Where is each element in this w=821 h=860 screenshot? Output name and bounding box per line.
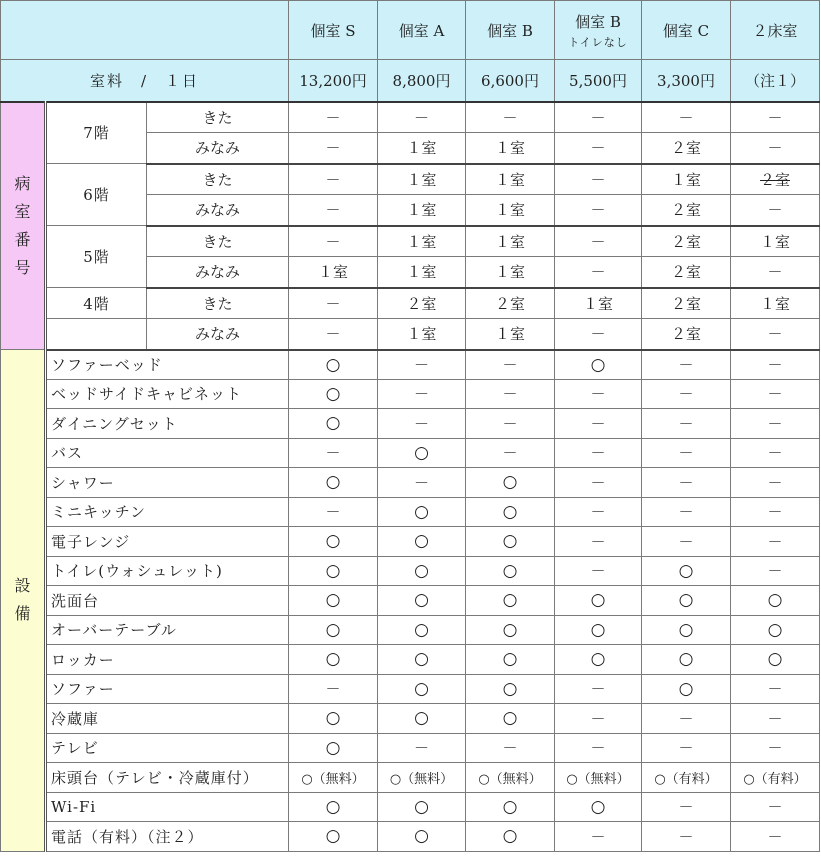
equipment-cell: － <box>289 438 378 468</box>
equipment-cell: － <box>731 556 820 586</box>
equipment-cell: － <box>731 704 820 734</box>
room-count-cell: ２室 <box>642 288 731 319</box>
equipment-cell: － <box>642 733 731 763</box>
floor-label: 6階 <box>46 164 147 226</box>
room-count-cell: ２室 <box>642 195 731 226</box>
room-count-cell: － <box>731 195 820 226</box>
room-count-cell: １室 <box>466 195 555 226</box>
equipment-name: ダイニングセット <box>46 409 289 439</box>
equipment-cell: － <box>466 733 555 763</box>
equipment-cell: － <box>555 468 642 498</box>
room-row <box>1 288 820 319</box>
equipment-cell: － <box>642 792 731 822</box>
room-row <box>1 102 820 133</box>
equipment-cell: － <box>731 822 820 852</box>
equipment-cell: － <box>378 379 466 409</box>
col-title: 個室 S <box>310 21 356 40</box>
room-count-cell: ２室 <box>642 319 731 350</box>
header-row <box>1 1 820 60</box>
col-header-a <box>378 1 466 60</box>
equipment-cell: ○ <box>378 556 466 586</box>
equipment-cell: ○ <box>378 586 466 616</box>
equipment-cell: － <box>642 438 731 468</box>
equipment-cell: － <box>555 704 642 734</box>
equipment-cell: ○ <box>289 704 378 734</box>
room-count-cell: － <box>555 319 642 350</box>
equipment-cell: － <box>466 379 555 409</box>
equipment-cell: － <box>642 527 731 557</box>
equipment-cell: － <box>466 438 555 468</box>
wing-label: きた <box>147 164 289 195</box>
equipment-name: 洗面台 <box>46 586 289 616</box>
equipment-cell: ○ <box>289 379 378 409</box>
col-title: 個室 B <box>487 21 533 40</box>
equipment-cell: － <box>731 468 820 498</box>
wing-label: きた <box>147 226 289 257</box>
room-row <box>1 164 820 195</box>
room-count-cell: － <box>289 102 378 133</box>
col-header-b <box>466 1 555 60</box>
equipment-row <box>1 497 820 527</box>
equipment-cell: ○ <box>466 674 555 704</box>
equipment-cell: － <box>555 733 642 763</box>
equipment-name: バス <box>46 438 289 468</box>
equipment-cell: ○ <box>378 822 466 852</box>
equipment-row <box>1 733 820 763</box>
equipment-row <box>1 674 820 704</box>
room-count-cell: １室 <box>466 257 555 288</box>
room-row <box>1 226 820 257</box>
equipment-row <box>1 409 820 439</box>
equipment-cell: ○ <box>555 586 642 616</box>
room-count-cell: １室 <box>378 319 466 350</box>
equipment-cell: ○（有料） <box>731 763 820 793</box>
room-count-cell: ２室 <box>731 164 820 195</box>
room-count-cell: １室 <box>466 226 555 257</box>
equipment-cell: ○（無料） <box>466 763 555 793</box>
equipment-cell: ○ <box>642 586 731 616</box>
room-count-cell: － <box>555 164 642 195</box>
equipment-cell: ○ <box>466 704 555 734</box>
equipment-cell: ○ <box>466 792 555 822</box>
floor-label: 5階 <box>46 226 147 288</box>
room-count-cell: － <box>555 257 642 288</box>
equipment-cell: ○ <box>466 586 555 616</box>
equipment-cell: ○ <box>289 350 378 380</box>
room-count-cell: １室 <box>378 164 466 195</box>
room-count-cell: － <box>555 102 642 133</box>
equipment-cell: ○ <box>378 645 466 675</box>
equipment-cell: ○ <box>378 438 466 468</box>
equipment-cell: － <box>731 792 820 822</box>
equipment-name: 床頭台（テレビ・冷蔵庫付） <box>46 763 289 793</box>
equipment-name: ベッドサイドキャビネット <box>46 379 289 409</box>
equipment-row <box>1 556 820 586</box>
price-cell: 5,500円 <box>555 60 642 102</box>
equipment-section-label: 設 備 <box>1 350 46 852</box>
wing-label: きた <box>147 288 289 319</box>
equipment-cell: ○ <box>289 527 378 557</box>
room-count-cell: １室 <box>466 319 555 350</box>
equipment-name: トイレ(ウォシュレット) <box>46 556 289 586</box>
room-count-cell: － <box>289 319 378 350</box>
wing-label: みなみ <box>147 133 289 164</box>
equipment-cell: ○ <box>289 733 378 763</box>
equipment-name: 電話（有料）（注２） <box>46 822 289 852</box>
equipment-cell: － <box>642 497 731 527</box>
room-count-cell: － <box>289 226 378 257</box>
price-cell: 3,300円 <box>642 60 731 102</box>
equipment-cell: － <box>642 409 731 439</box>
equipment-cell: － <box>642 468 731 498</box>
room-count-cell: ２室 <box>642 133 731 164</box>
col-header-two-bed <box>731 1 820 60</box>
equipment-cell: ○ <box>466 497 555 527</box>
room-count-cell: ２室 <box>378 288 466 319</box>
room-count-cell: １室 <box>555 288 642 319</box>
equipment-row <box>1 704 820 734</box>
equipment-cell: ○ <box>378 674 466 704</box>
room-count-cell: － <box>555 226 642 257</box>
equipment-cell: － <box>555 379 642 409</box>
room-count-cell: － <box>289 164 378 195</box>
equipment-cell: － <box>731 733 820 763</box>
room-count-cell: １室 <box>289 257 378 288</box>
room-count-cell: － <box>289 288 378 319</box>
equipment-cell: － <box>289 497 378 527</box>
equipment-cell: － <box>378 350 466 380</box>
equipment-cell: ○ <box>289 615 378 645</box>
equipment-name: Wi-Fi <box>46 792 289 822</box>
equipment-row <box>1 586 820 616</box>
equipment-cell: ○ <box>378 704 466 734</box>
equipment-cell: － <box>555 674 642 704</box>
floor-label <box>46 319 147 350</box>
equipment-cell: － <box>642 379 731 409</box>
equipment-cell: － <box>289 674 378 704</box>
equipment-cell: － <box>731 527 820 557</box>
equipment-cell: ○ <box>466 822 555 852</box>
equipment-cell: ○ <box>642 645 731 675</box>
equipment-cell: － <box>378 733 466 763</box>
equipment-cell: ○ <box>731 586 820 616</box>
equipment-cell: ○ <box>289 792 378 822</box>
equipment-cell: ○ <box>731 615 820 645</box>
equipment-cell: － <box>466 350 555 380</box>
room-count-cell: － <box>731 102 820 133</box>
equipment-cell: ○ <box>731 645 820 675</box>
equipment-cell: ○ <box>466 556 555 586</box>
room-count-cell: １室 <box>378 195 466 226</box>
price-cell: 13,200円 <box>289 60 378 102</box>
price-row <box>1 60 820 102</box>
equipment-cell: ○（無料） <box>555 763 642 793</box>
equipment-cell: － <box>555 438 642 468</box>
equipment-cell: － <box>555 822 642 852</box>
equipment-row <box>1 792 820 822</box>
room-count-cell: － <box>731 319 820 350</box>
col-header-c <box>642 1 731 60</box>
equipment-row <box>1 822 820 852</box>
price-cell: 8,800円 <box>378 60 466 102</box>
equipment-name: ソファー <box>46 674 289 704</box>
equipment-cell: － <box>731 350 820 380</box>
price-cell: （注１） <box>731 60 820 102</box>
equipment-cell: － <box>555 497 642 527</box>
equipment-cell: ○ <box>378 792 466 822</box>
equipment-cell: ○ <box>378 615 466 645</box>
room-count-cell: － <box>555 133 642 164</box>
equipment-row <box>1 645 820 675</box>
equipment-row <box>1 615 820 645</box>
equipment-cell: ○ <box>555 792 642 822</box>
equipment-cell: － <box>642 704 731 734</box>
col-header-b-no-toilet <box>555 1 642 60</box>
col-header-s <box>289 1 378 60</box>
equipment-name: ソファーベッド <box>46 350 289 380</box>
equipment-cell: － <box>731 438 820 468</box>
col-title: ２床室 <box>752 21 798 40</box>
equipment-cell: － <box>555 556 642 586</box>
equipment-cell: － <box>555 409 642 439</box>
equipment-name: テレビ <box>46 733 289 763</box>
floor-label: 4階 <box>46 288 147 319</box>
equipment-cell: ○（無料） <box>378 763 466 793</box>
room-count-cell: １室 <box>378 226 466 257</box>
equipment-cell: ○ <box>378 527 466 557</box>
equipment-cell: ○ <box>289 586 378 616</box>
room-count-cell: １室 <box>378 133 466 164</box>
room-count-cell: － <box>289 195 378 226</box>
equipment-cell: － <box>378 468 466 498</box>
equipment-cell: ○ <box>466 527 555 557</box>
equipment-row <box>1 527 820 557</box>
equipment-cell: － <box>731 409 820 439</box>
equipment-cell: ○ <box>289 468 378 498</box>
equipment-cell: － <box>642 822 731 852</box>
equipment-row <box>1 438 820 468</box>
equipment-cell: ○ <box>555 350 642 380</box>
equipment-cell: ○ <box>289 556 378 586</box>
col-title: 個室 C <box>662 21 710 40</box>
equipment-cell: ○ <box>466 615 555 645</box>
room-count-cell: － <box>731 133 820 164</box>
equipment-cell: ○ <box>555 615 642 645</box>
equipment-cell: ○ <box>642 674 731 704</box>
wing-label: みなみ <box>147 257 289 288</box>
equipment-cell: － <box>731 674 820 704</box>
room-count-cell: １室 <box>466 133 555 164</box>
equipment-name: オーバーテーブル <box>46 615 289 645</box>
equipment-name: シャワー <box>46 468 289 498</box>
wing-label: みなみ <box>147 195 289 226</box>
equipment-name: 冷蔵庫 <box>46 704 289 734</box>
room-count-cell: ２室 <box>466 288 555 319</box>
equipment-name: ロッカー <box>46 645 289 675</box>
room-count-cell: － <box>642 102 731 133</box>
room-count-cell: １室 <box>731 288 820 319</box>
equipment-name: ミニキッチン <box>46 497 289 527</box>
equipment-row <box>1 468 820 498</box>
equipment-cell: ○ <box>642 556 731 586</box>
price-label: 室料 / １日 <box>1 60 289 102</box>
header-corner <box>1 1 289 60</box>
equipment-cell: － <box>555 527 642 557</box>
wing-label: みなみ <box>147 319 289 350</box>
equipment-row <box>1 379 820 409</box>
room-count-cell: １室 <box>731 226 820 257</box>
room-count-cell: １室 <box>378 257 466 288</box>
room-count-cell: ２室 <box>642 226 731 257</box>
equipment-cell: － <box>642 350 731 380</box>
room-count-cell: － <box>731 257 820 288</box>
equipment-cell: － <box>731 497 820 527</box>
equipment-cell: ○ <box>289 409 378 439</box>
equipment-name: 電子レンジ <box>46 527 289 557</box>
col-title: 個室 A <box>398 21 445 40</box>
equipment-cell: ○（有料） <box>642 763 731 793</box>
floor-label: 7階 <box>46 102 147 164</box>
equipment-row <box>1 763 820 793</box>
equipment-row <box>1 350 820 380</box>
equipment-cell: ○ <box>466 468 555 498</box>
equipment-cell: ○ <box>466 645 555 675</box>
col-subtitle: トイレなし <box>568 35 628 49</box>
room-count-cell: ２室 <box>642 257 731 288</box>
equipment-cell: － <box>378 409 466 439</box>
equipment-cell: ○ <box>289 645 378 675</box>
wing-label: きた <box>147 102 289 133</box>
col-title: 個室 B <box>575 12 621 31</box>
room-row <box>1 319 820 350</box>
equipment-cell: － <box>731 379 820 409</box>
room-count-cell: － <box>555 195 642 226</box>
equipment-cell: ○ <box>378 497 466 527</box>
equipment-cell: ○（無料） <box>289 763 378 793</box>
room-count-cell: － <box>378 102 466 133</box>
room-section-label: 病 室 番 号 <box>1 102 46 350</box>
room-count-cell: － <box>289 133 378 164</box>
room-count-cell: １室 <box>466 164 555 195</box>
room-count-cell: １室 <box>642 164 731 195</box>
equipment-cell: ○ <box>555 645 642 675</box>
equipment-cell: ○ <box>289 822 378 852</box>
room-count-cell: － <box>466 102 555 133</box>
price-cell: 6,600円 <box>466 60 555 102</box>
equipment-cell: ○ <box>642 615 731 645</box>
equipment-cell: － <box>466 409 555 439</box>
